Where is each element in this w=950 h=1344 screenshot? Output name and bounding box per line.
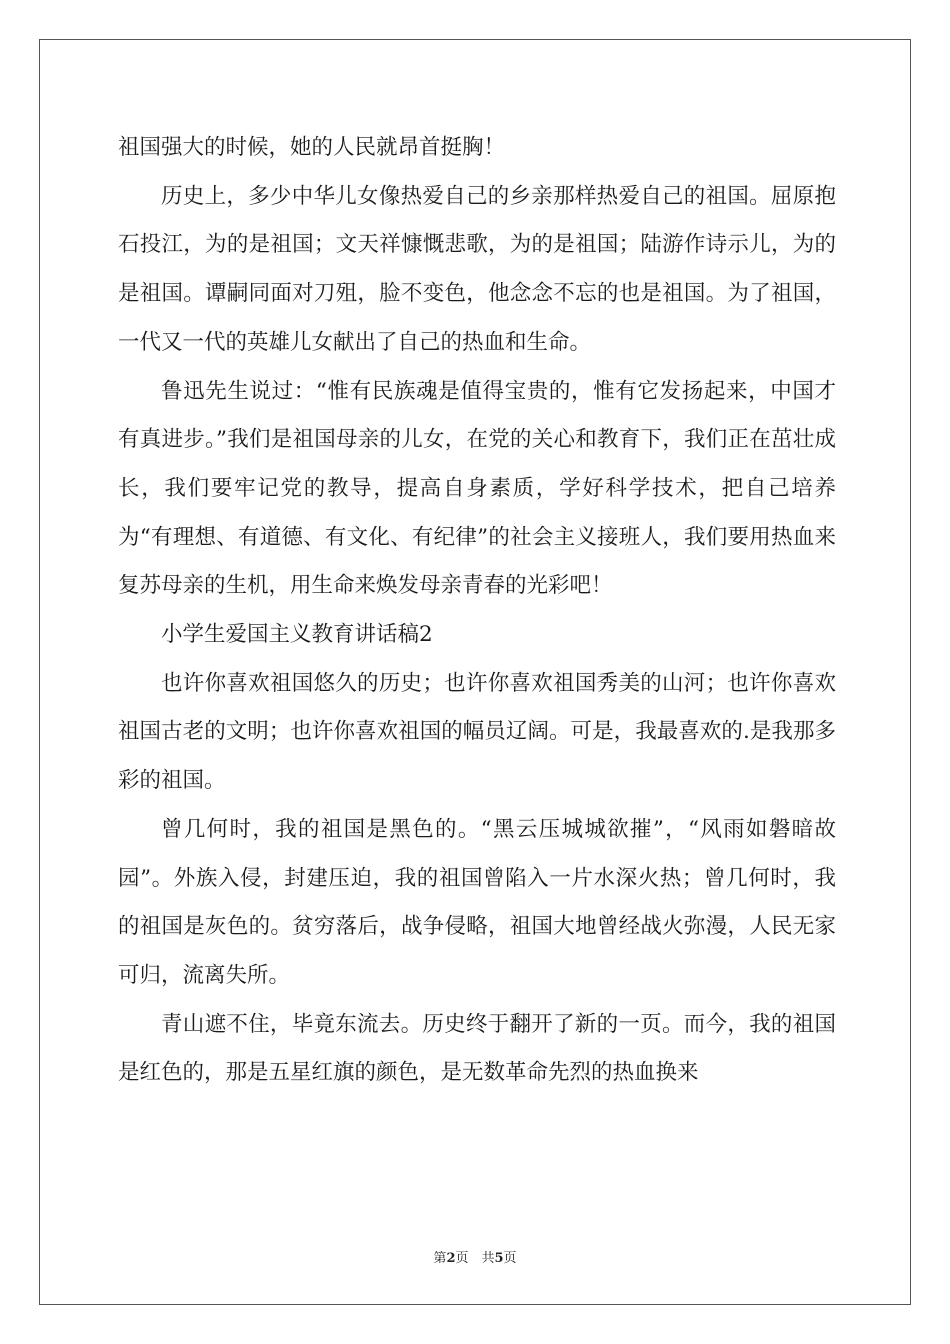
paragraph: 青山遮不住，毕竟东流去。历史终于翻开了新的一页。而今，我的祖国是红色的，那是五星红旗的颜色，是无数革命先烈的热血换来	[118, 1011, 836, 1086]
total-page-number: 5	[494, 1251, 504, 1266]
paragraph: 历史上，多少中华儿女像热爱自己的乡亲那样热爱自己的祖国。屈原抱石投江，为的是祖国；文天祥慷慨悲歌，为的是祖国；陆游作诗示儿，为的是祖国。谭嗣同面对刀殂，脸不变色，他念念不忘的也是祖国。为了祖国，一代又一代的英雄儿女献出了自己的热血和生命。	[118, 183, 836, 355]
page-mid: 页 共	[455, 1251, 495, 1266]
paragraph: 祖国强大的时候，她的人民就昂首挺胸！	[118, 135, 506, 160]
section-heading: 小学生爱国主义教育讲话稿2	[161, 622, 433, 648]
current-page-number: 2	[446, 1251, 456, 1266]
paragraph: 鲁迅先生说过：“惟有民族魂是值得宝贵的，惟有它发扬起来，中国才有真进步。”我们是祖国母亲的儿女，在党的关心和教育下，我们正在茁壮成长，我们要牢记党的教导，提高自身素质，学好科学技术，把自己培养为“有理想、有道德、有文化、有纪律”的社会主义接班人，我们要用热血来复苏母亲的生机，用生命来焕发母亲青春的光彩吧！	[118, 378, 836, 599]
page-number-footer	[0, 1247, 950, 1266]
page-prefix: 第	[433, 1251, 447, 1266]
paragraph: 也许你喜欢祖国悠久的历史；也许你喜欢祖国秀美的山河；也许你喜欢祖国古老的文明；也许你喜欢祖国的幅员辽阔。可是，我最喜欢的.是我那多彩的祖国。	[118, 670, 836, 794]
document-body	[118, 124, 836, 1098]
paragraph: 曾几何时，我的祖国是黑色的。“黑云压城城欲摧”，“风雨如磐暗故园”。外族入侵，封建压迫，我的祖国曾陷入一片水深火热；曾几何时，我的祖国是灰色的。贫穷落后，战争侵略，祖国大地曾经战火弥漫，人民无家可归，流离失所。	[118, 816, 836, 988]
page-suffix: 页	[503, 1251, 517, 1266]
